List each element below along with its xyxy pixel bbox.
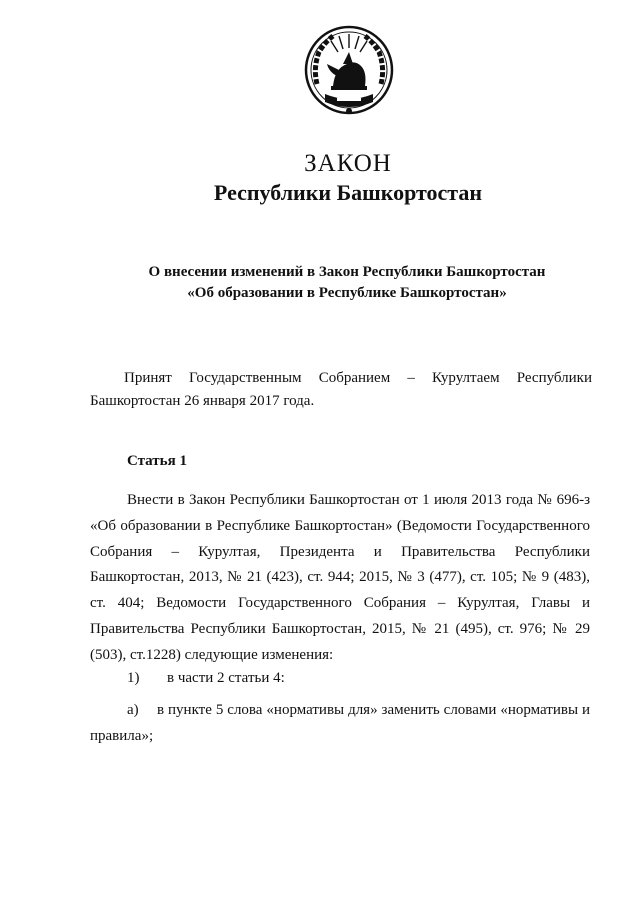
coat-of-arms-emblem xyxy=(303,24,395,118)
document-name xyxy=(0,262,640,304)
document-name-line-2: «Об образовании в Республике Башкортостан» xyxy=(187,285,507,301)
law-subtitle: Республики Башкортостан xyxy=(213,180,483,205)
article-heading: Статья 1 xyxy=(127,453,187,469)
list-item-1-number: 1) xyxy=(127,670,140,686)
law-title: ЗАКОН xyxy=(304,150,392,177)
adoption-statement: Принят Государственным Собранием – Курултаем Республики Башкортостан 26 января 2017 года. xyxy=(90,370,592,409)
list-item-a-number: а) xyxy=(127,702,139,718)
list-item-1-text: в части 2 статьи 4: xyxy=(167,670,285,686)
list-item-a xyxy=(90,697,590,749)
list-item-1 xyxy=(127,670,285,687)
list-item-a-text: в пункте 5 слова «нормативы для» заменить словами «нормативы и правила»; xyxy=(90,702,590,744)
document-name-line-1: О внесении изменений в Закон Республики Башкортостан xyxy=(148,264,546,280)
article-intro-paragraph: Внести в Закон Республики Башкортостан от 1 июля 2013 года № 696-з «Об образовании в Республике Башкортостан» (Ведомости Государственного Собрания – Курултая, Президента и Правительства Республики Башкортостан, 2013, № 21 (423), ст. 944; 2015, № 3 (477), ст. 105; № 9 (483), ст. 404; Ведомости Государственного Собрания – Курултая, Главы и Правительства Республики Башкортостан, 2015, № 21 (495), ст. 976; № 29 (503), ст.1228) следующие изменения: xyxy=(90,492,590,663)
